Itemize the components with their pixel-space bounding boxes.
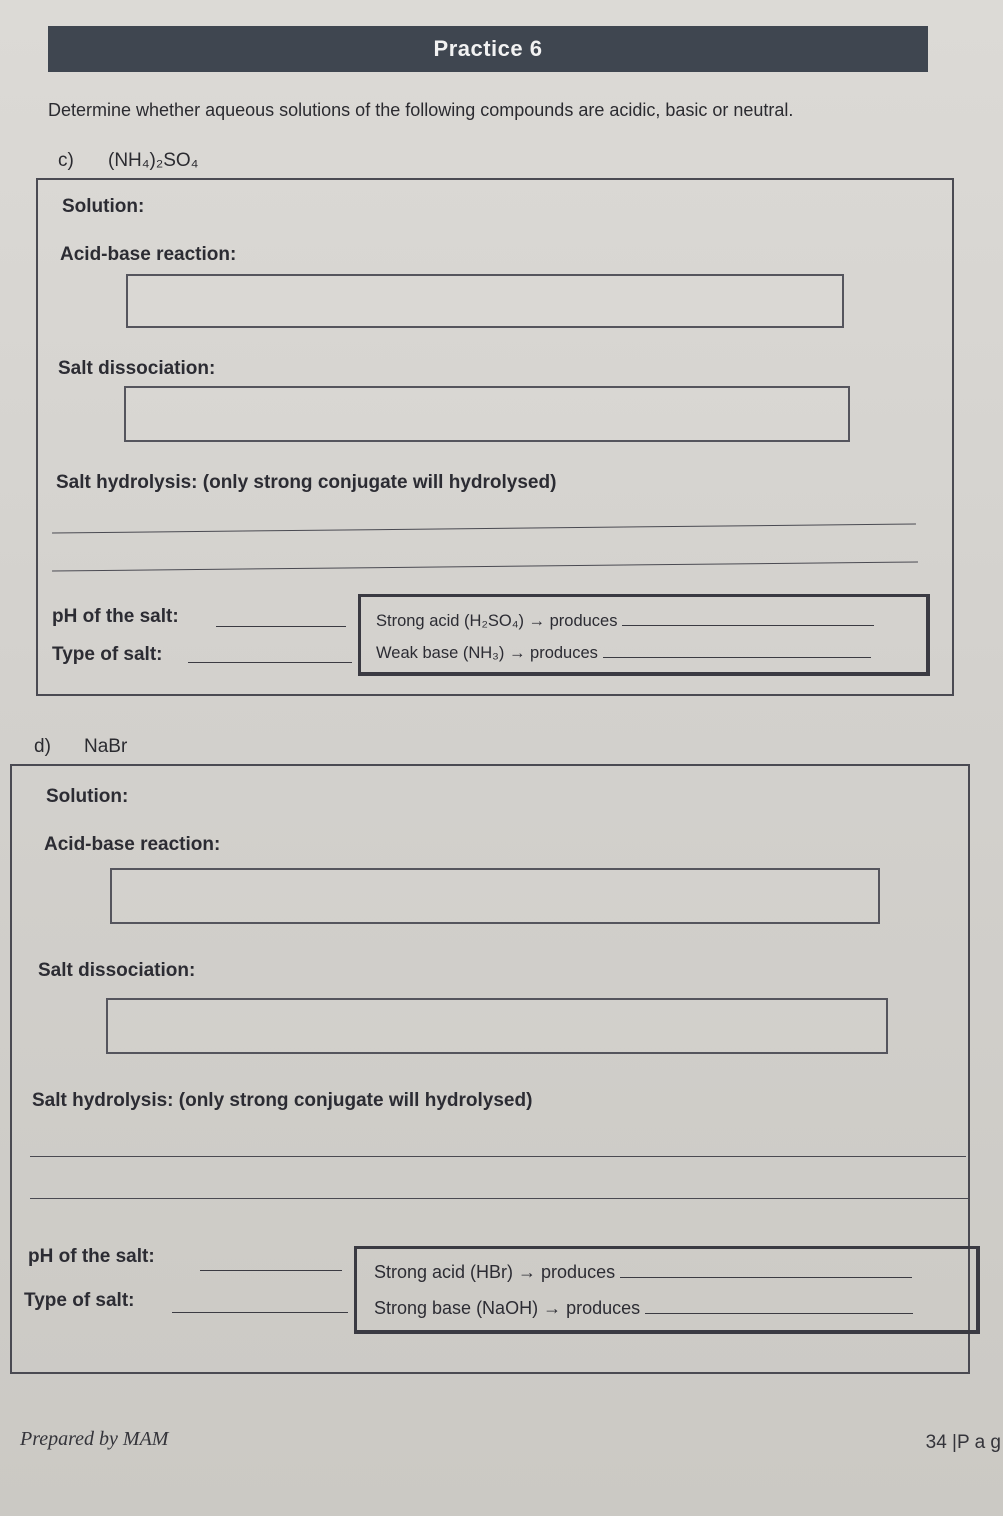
hint-base-row <box>374 1298 913 1319</box>
instruction-text: Determine whether aqueous solutions of the following compounds are acidic, basic or neutral. <box>48 100 794 120</box>
hint-acid-blank[interactable] <box>620 1277 912 1278</box>
hint-acid-row <box>374 1262 912 1283</box>
acid-base-heading: Acid-base reaction: <box>44 834 221 855</box>
hydrolysis-answer-line[interactable] <box>30 1156 966 1157</box>
hint-acid-blank[interactable] <box>622 625 874 626</box>
acid-base-heading: Acid-base reaction: <box>60 244 237 265</box>
question-c-label <box>58 150 198 172</box>
acid-base-answer-box[interactable] <box>126 274 844 328</box>
prepared-by-footer: Prepared by MAM <box>20 1428 169 1450</box>
compound-formula: NaBr <box>84 736 128 757</box>
hydrolysis-heading: Salt hydrolysis: (only strong conjugate will hydrolysed) <box>56 472 557 493</box>
dissociation-answer-box[interactable] <box>124 386 850 442</box>
question-d-label <box>34 736 127 758</box>
ph-label: pH of the salt: <box>52 606 179 627</box>
hint-box-d <box>354 1246 980 1334</box>
practice-title-banner: Practice 6 <box>48 26 928 72</box>
salt-type-answer-blank[interactable] <box>172 1312 348 1313</box>
solution-heading: Solution: <box>46 786 129 807</box>
hydrolysis-answer-line[interactable] <box>30 1198 970 1199</box>
hint-base-blank[interactable] <box>645 1313 913 1314</box>
ph-label: pH of the salt: <box>28 1246 155 1267</box>
salt-type-label: Type of salt: <box>24 1290 135 1311</box>
hint-base-text: Strong base (NaOH) → produces <box>374 1298 641 1318</box>
hint-acid-text: Strong acid (HBr) → produces <box>374 1262 616 1282</box>
salt-type-label: Type of salt: <box>52 644 163 665</box>
salt-type-answer-blank[interactable] <box>188 662 352 663</box>
hint-acid-row <box>376 612 874 631</box>
hint-base-blank[interactable] <box>603 657 871 658</box>
question-letter: d) <box>34 736 51 757</box>
compound-formula: (NH₄)₂SO₄ <box>108 150 199 171</box>
page-number-footer: 34 |P a g <box>925 1432 1001 1453</box>
dissociation-heading: Salt dissociation: <box>38 960 196 981</box>
hint-acid-text: Strong acid (H₂SO₄) → produces <box>376 612 618 630</box>
dissociation-heading: Salt dissociation: <box>58 358 216 379</box>
hint-base-row <box>376 644 871 663</box>
question-letter: c) <box>58 150 74 171</box>
acid-base-answer-box[interactable] <box>110 868 880 924</box>
hydrolysis-heading: Salt hydrolysis: (only strong conjugate will hydrolysed) <box>32 1090 533 1111</box>
solution-heading: Solution: <box>62 196 145 217</box>
hint-base-text: Weak base (NH₃) → produces <box>376 644 598 662</box>
dissociation-answer-box[interactable] <box>106 998 888 1054</box>
ph-answer-blank[interactable] <box>216 626 346 627</box>
ph-answer-blank[interactable] <box>200 1270 342 1271</box>
hint-box-c <box>358 594 930 676</box>
